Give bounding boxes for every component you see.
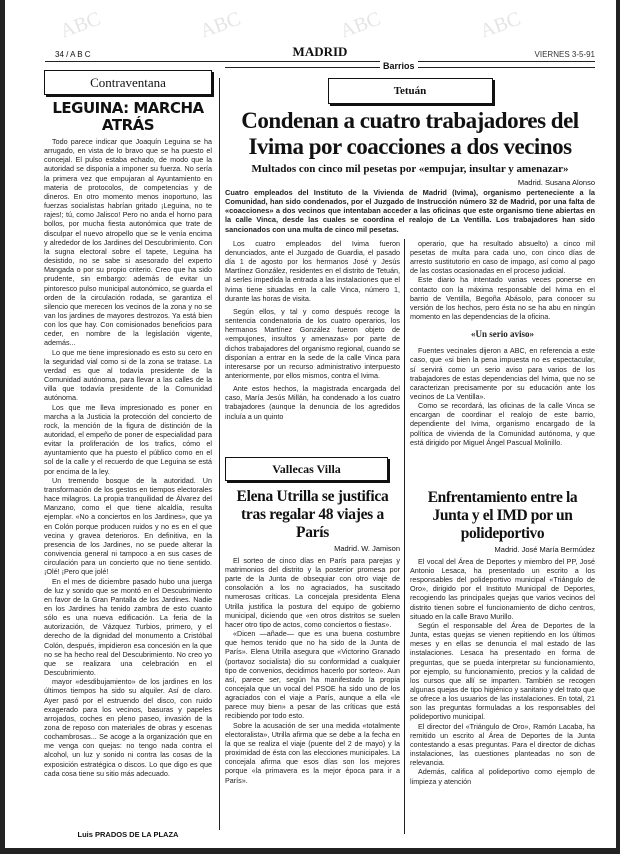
lead-column-2	[410, 239, 595, 481]
author-signature: Luis PRADOS DE LA PLAZA	[77, 830, 179, 839]
column-title: LEGUINA: MARCHA ATRÁS	[52, 99, 204, 134]
paragraph: Este diario ha intentado varias veces ponerse en contacto con la máxima responsable del Ivima en el barrio de Ventilla, Begoña Abásolo, para conocer su versión de los hechos, pero ésta no se ha abu en ningún momento en las dependencias de la oficina.	[410, 275, 595, 322]
paragraph: Fuentes vecinales dijeron a ABC, en referencia a este caso, que «si bien la pena impuesta no es espectacular, sí servirá como un serio aviso para varios de los trabajadores de estas dependencias del Ivima, que no se caracterizan precisamente por su educación ante los vecinos de La Ventilla».	[410, 346, 595, 401]
watermark: ABC	[337, 7, 384, 43]
lead-intro: Cuatro empleados del Instituto de la Vivienda de Madrid (Ivima), organismo perteneciente a la Comunidad, han sido condenados, por el Juzgado de Instrucción número 32 de Madrid, por una falta de «coacciones» a dos vecinos que intentaban acceder a las oficinas que este organismo tiene abiertas en la calle Vinca, desde las cuales se coordina el realojo de La Ventilla. Los trabajadores han sido sancionados con una multa de cinco mil pesetas.	[225, 188, 595, 234]
scan-edge-bottom	[0, 848, 620, 854]
paragraph: Ante estos hechos, la magistrada encargada del caso, María Jesús Millán, ha condenado a los cuatro trabajadores (aunque la denuncia de los agredidos incluía a un quinto	[225, 384, 400, 421]
section-title: MADRID	[292, 44, 348, 59]
article-byline: Madrid. José María Bermúdez	[494, 544, 595, 554]
column-body	[44, 137, 212, 824]
paragraph: El sorteo de cinco días en París para parejas y matrimonios del distrito y la posterior promesa por parte de la Junta de obsequiar con otro viaje de consolación a los no agraciados, ha suscitado numerosas críticas. La concejala presidenta Elena Utrilla justifica la postura del equipo de gobierno municipal, diciendo que «en otros distritos se suelen hacer otro tipo de actos, como conciertos o fiestas».	[225, 555, 400, 629]
paragraph: Según ellos, y tal y como después recoge la sentencia condenatoria de los cuatro operarios, los hermanos Martínez González fueron objeto de «empujones, insultos y amenazas» por parte de dichos trabajadores del organismo regional, cuando se disponían a entrar en la sede de la calle Vinca para interesarse por un recurso administrativo interpuesto anteriormente, por ellos mismos, contra el Ivima.	[225, 306, 400, 380]
scan-edge-right	[616, 0, 620, 854]
columns-row	[225, 239, 595, 834]
column-rule	[219, 78, 220, 830]
scan-edge-left	[0, 0, 5, 854]
page-number: 34 / A B C	[55, 50, 91, 59]
article-headline: Elena Utrilla se justifica tras regalar 48 viajes a París	[236, 487, 389, 541]
column-label-box: Contraventana	[44, 70, 212, 95]
right-column	[405, 239, 595, 834]
issue-date: VIERNES 3-5-91	[534, 50, 595, 59]
paragraph: «Dicen —añade— que es una buena costumbre que hemos tenido que no ha sido de la Junta de París». Elena Utrilla asegura que «Victorino Granado (portavoz socialista) dio su conformidad a cualquier tipo de convenios, decidimos hacerlo por sorteo». Aun así, parece ser, según ha manifestado la propia concejala que un vocal del PSOE ha sido uno de los agraciados con el viaje a París, aunque a ella «le parece muy bien» a pesar de las críticas que está recibiendo por todo esto.	[225, 629, 400, 721]
paragraph: Todo parece indicar que Joaquín Leguina se ha arrugado, en vista de lo bravo que se ha puesto el concejal. El pulso estaba echado, de modo que la autoridad se disponía a imponer su fuerza. No sería la primera vez que empujaran al Ayuntamiento en materia de protocolos, de competencias y de dineros. En otro momento menos inoportuno, las fuerzas socialistas habrían gritado ¡Leguina, no te rajes!; tú, como Jalisco! Pero no anda el horno para bollos, por mucha fiesta autonómica que trate de disculpar el nuevo atropello que se le venía encima y alrededor de los Jardines del Descubrimiento. Con la sugna electoral sobre el tapete, Leguina ha desistido, no se sabe si asesorado del experto Mangada o por su propio criterio. Creo que ha sido prudente, sin embargo: además de evitar un pintoresco pulso municipal autonómico, se guarda el orden de la circulación rodada, se garantiza el silencio que merecen los vecinos de la zona y no se van los jardines de mayores destrozos. Ya está bien con los que hay. Con comisionados beneficios para ceder, en nombre de la legislación vigente, además...	[44, 137, 212, 348]
paragraph: En el mes de diciembre pasado hubo una juerga de luz y sonido que se montó en el Descubrimiento en favor de la Gran Pantalla de los Jardines. Nadie en los Jardines ha tenido zambra de esto cuanto sólo es una nueva edificación. La feria de la autorización, de Vázquez Turbios, primero, y el derecho de la dignidad del monumento a Cristóbal Colón, después, impidieron esa concesión en la que no se ha hecho real del Descubrimiento. No creo yo que se realizara una celebración en el Descubrimiento.	[44, 576, 212, 678]
watermark: ABC	[57, 7, 104, 43]
paragraph: Sobre la acusación de ser una medida «totalmente electoralista», Utrilla afirma que se debe a la fecha en la que se realiza el viaje (puente del 2 de mayo) y la proximidad de ésta con las elecciones municipales. La concejala afirma que esos días son los mejores porque «la primavera es la mejor época para ir a París».	[225, 720, 400, 785]
lead-headline: Condenan a cuatro trabajadores del Ivima por coacciones a dos vecinos	[241, 108, 579, 159]
paragraph: Además, califica al polideportivo como ejemplo de limpieza y atención	[410, 767, 595, 786]
lead-byline: Madrid. Susana Alonso	[517, 178, 595, 187]
article-body	[225, 556, 400, 834]
lead-subheadline: Multados con cinco mil pesetas por «empujar, insultar y amenazar»	[251, 163, 569, 175]
paragraph: Los cuatro empleados del Ivima fueron denunciados, ante el Juzgado de Guardia, el pasado día 1 de agosto por los hermanos José y Jesús Martínez González, residentes en el distrito de Tetuán, al serles impedida la entrada a las instalaciones que el Ivima tiene situadas en la calle Vinca, número 1, durante las horas de visita.	[225, 238, 400, 303]
left-column	[44, 70, 212, 840]
paragraph: Lo que me tiene impresionado es esto su cero en la seguridad vial como si de la zona se tratase. La verdad es que al todavía presidente de la Comunidad autónoma, para llevar a las calles de la villa que todavía presidente de la Comunidad autónoma.	[44, 347, 212, 403]
paragraph: El director del «Triángulo de Oro», Ramón Lacaba, ha remitido un escrito al Área de Deportes de la Junta contestando a esas preguntas. Para el director de dichas instalaciones, las cuestiones planteadas no son de relevancia.	[410, 721, 595, 768]
watermark: ABC	[477, 7, 524, 43]
article-body	[410, 557, 595, 834]
district-label-box: Vallecas Villa	[225, 457, 388, 481]
paragraph: operario, que ha resultado absuelto) a cinco mil pesetas de multa para cada uno, con cinco días de arresto sustitutorio en caso de impago, así como al pago de las costas ocasionadas en el proceso judicial.	[410, 238, 595, 276]
paragraph: Los que me lleva impresionado es poner en marcha a la Justicia la protección del concierto de rock, la mención de la figura de distinción de la autoridad, el empeño de poner de especialidad para evitar la proliferación de los trafics, cómo el ayuntamiento que ha puesto el público como en el sol de la calle y el recuerdo de que Leguina se está por encima de la ley.	[44, 402, 212, 476]
middle-column	[225, 239, 405, 834]
lead-crosshead: «Un serio aviso»	[471, 329, 534, 340]
paragraph: mayor «desdibujamiento» de los jardines en los últimos tiempos ha sido su alquiler. Así de claro. Ayer pasó por el estruendo del disco, con ruido exagerado para los vecinos, basuras y papeles arrojados, coches en pleno paseo, invasión de la zona de reposo con materiales de obras y escenas cochambrosas... Se acoge a la organización que en me venga con quejas: no tengo nada contra el alcohol, un luz y sonido ni contra las cosas de la exposición estratégica o discos. Lo que digo es que cada cosa tiene su sitio más adecuado.	[44, 677, 212, 778]
lead-column-1	[225, 239, 400, 449]
watermark: ABC	[197, 7, 244, 43]
article-headline: Enfrentamiento entre la Junta y el IMD por un polideportivo	[427, 488, 578, 542]
page-header	[45, 44, 595, 62]
paragraph: Un tremendo bosque de la autoridad. Un transformación de los gestos en tiempos electorales hace milagros. La propia tranquilidad de Álvarez del Manzano, como el que tiene alcaldía, resulta ejemplar. «No a conciertos en los Jardines», que ya en Colón porque producen ruidos y no es en el que vecina y gravea deterioros. En definitiva, en la presencia de los Jardines, no se puede alterar la convivencia general ni tampoco a en sus cases de circulación para un concierto que no tiene sentido. ¡Olé! ¡Pero que jolé!	[44, 475, 212, 577]
section-label: Barrios	[380, 60, 418, 72]
paragraph: Según el responsable del Área de Deportes de la Junta, estas quejas se vienen repitiendo en los últimos meses y en ellas se denuncia el mal estado de las instalaciones. Lesaca ha presentado en forma de preguntas, que se pueda interpretar su funcionamiento, por ejemplo, su funcionamiento, precios y la calidad de los cursos que allí se imparten. También se recogen algunas quejas de tipo higiénico y sanitario y del trato que se ofrece a los usuarios de las instalaciones. En total, 21 son las preguntas formuladas a los responsables del polideportivo municipal.	[410, 620, 595, 722]
paragraph: Como se recordará, las oficinas de la calle Vinca se encargan de coordinar el realojo de este barrio, dependiente del Ivima, organismo encargado de la política de vivienda de la Comunidad autónoma, y que está dirigido por Miguel Ángel Pascual Molinillo.	[410, 401, 595, 447]
paragraph: El vocal del Área de Deportes y miembro del PP, José Antonio Lesaca, ha presentado un escrito a los responsables del polideportivo municipal «Triángulo de Oro», dirigido por el Instituto Municipal de Deportes, recogiendo las principales quejas que varios vecinos del distrito tienen sobre el funcionamiento de dicho centros, situado en la calle Bravo Murillo.	[410, 556, 595, 621]
district-label-box: Tetuán	[328, 78, 493, 104]
barrios-area	[225, 78, 595, 834]
article-byline: Madrid. W. Jamison	[334, 543, 400, 553]
